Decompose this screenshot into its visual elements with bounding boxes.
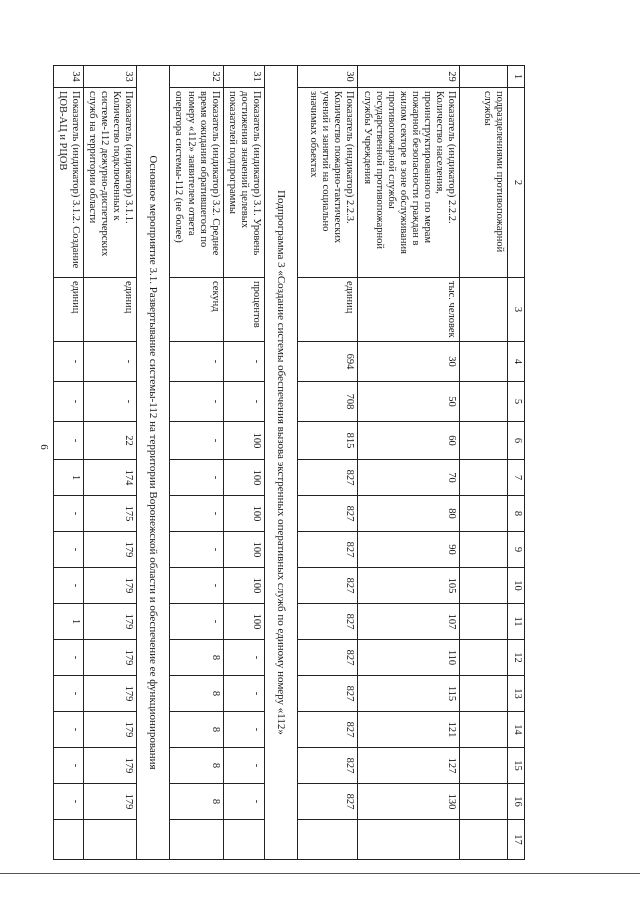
value-cell: - [223,748,264,784]
value-cell [460,496,508,532]
value-cell [460,422,508,460]
value-cell: 827 [298,676,358,712]
unit-cell: тыс. человек [358,278,460,342]
indicator-name: Показатель (индикатор) 3.1.2. Создание ЦОВ-АЦ и РЦОВ [53,88,83,278]
value-cell: 827 [298,748,358,784]
value-cell: - [53,712,83,748]
value-cell [170,820,223,860]
value-cell: 708 [298,382,358,422]
value-cell [223,820,264,860]
value-cell: 179 [83,712,136,748]
value-cell: 105 [358,568,460,604]
header-cell: 13 [508,676,525,712]
value-cell: 8 [170,712,223,748]
value-cell: - [170,604,223,640]
unit-cell: единиц [83,278,136,342]
value-cell [358,820,460,860]
value-cell: 179 [83,568,136,604]
value-cell: 30 [358,342,460,382]
value-cell: - [53,784,83,820]
indicator-name: Показатель (индикатор) 3.2. Среднее время ожидания обратившегося по номеру «112» заявителем ответа оператора системы-112 (не более) [170,88,223,278]
row-number: 33 [83,66,136,88]
value-cell: 827 [298,640,358,676]
value-cell [460,820,508,860]
value-cell: - [223,784,264,820]
value-cell: 50 [358,382,460,422]
value-cell: 1 [53,604,83,640]
value-cell [460,342,508,382]
section-title: Основное мероприятие 3.1. Развертывание системы-112 на территории Воронежской области и обеспечение ее функционирования [136,66,170,860]
header-cell: 4 [508,342,525,382]
value-cell: 827 [298,460,358,496]
value-cell: 90 [358,532,460,568]
value-cell [460,640,508,676]
unit-cell: секунд [170,278,223,342]
value-cell: - [53,422,83,460]
header-cell: 6 [508,422,525,460]
value-cell: 80 [358,496,460,532]
indicator-name: Показатель (индикатор) 2.2.2. Количество населения, проинструктированного по мерам пожарной безопасности граждан в жилом секторе в зоне обслуживания противопожарной службы государственной противопожарной службы Учреждения [358,88,460,278]
value-cell: - [223,640,264,676]
section-row [136,66,170,860]
value-cell: 174 [83,460,136,496]
value-cell [53,820,83,860]
value-cell: 179 [83,640,136,676]
value-cell: 827 [298,568,358,604]
value-cell: 100 [223,532,264,568]
value-cell: 8 [170,640,223,676]
row-number: 32 [170,66,223,88]
value-cell: - [170,422,223,460]
header-cell: 12 [508,640,525,676]
header-cell: 9 [508,532,525,568]
value-cell [83,820,136,860]
value-cell: 179 [83,784,136,820]
value-cell: 827 [298,532,358,568]
table-row [170,66,223,860]
value-cell: 827 [298,496,358,532]
value-cell: 175 [83,496,136,532]
value-cell: 60 [358,422,460,460]
value-cell: - [170,342,223,382]
value-cell: 127 [358,748,460,784]
value-cell: - [53,568,83,604]
indicator-name: Показатель (индикатор) 3.1.1. Количество подключенных к системе-112 дежурно-диспетчерских служб на территории области [83,88,136,278]
value-cell: - [170,382,223,422]
value-cell: 179 [83,748,136,784]
value-cell [460,784,508,820]
header-cell: 15 [508,748,525,784]
value-cell [298,820,358,860]
indicator-name: Показатель (индикатор) 3.1. Уровень достижения значений целевых показателей подпрограммы [223,88,264,278]
table-row [358,66,460,860]
value-cell: - [223,382,264,422]
value-cell: 100 [223,568,264,604]
value-cell: - [83,342,136,382]
value-cell: 8 [170,784,223,820]
table-row [298,66,358,860]
value-cell [460,604,508,640]
header-cell: 8 [508,496,525,532]
value-cell: 110 [358,640,460,676]
table-row [53,66,83,860]
row-number: 29 [358,66,460,88]
value-cell: 130 [358,784,460,820]
value-cell: - [53,496,83,532]
header-cell: 10 [508,568,525,604]
row-number: 30 [298,66,358,88]
value-cell: 179 [83,604,136,640]
unit-cell [460,278,508,342]
header-cell: 1 [508,66,525,88]
indicator-name: Показатель (индикатор) 2.2.3. Количество пожарно-тактических учений и занятий на социально значимых объектах [298,88,358,278]
header-cell: 17 [508,820,525,860]
value-cell: - [53,676,83,712]
header-cell: 16 [508,784,525,820]
value-cell: 827 [298,784,358,820]
row-number: 34 [53,66,83,88]
value-cell: 22 [83,422,136,460]
value-cell: 827 [298,712,358,748]
value-cell: - [53,342,83,382]
value-cell: - [223,676,264,712]
header-cell: 7 [508,460,525,496]
value-cell: 179 [83,532,136,568]
value-cell: - [170,460,223,496]
rotated-table-container [57,65,525,845]
indicator-name: подразделениями противопожарной службы [460,88,508,278]
value-cell [460,460,508,496]
header-cell: 5 [508,382,525,422]
value-cell: 107 [358,604,460,640]
unit-cell: единиц [53,278,83,342]
value-cell [460,532,508,568]
value-cell: 815 [298,422,358,460]
value-cell: 179 [83,676,136,712]
value-cell: 827 [298,604,358,640]
value-cell: - [53,748,83,784]
row-number [460,66,508,88]
header-cell: 11 [508,604,525,640]
section-row [264,66,298,860]
section-title: Подпрограмма 3 «Создание системы обеспечения вызова экстренных оперативных служб по единому номеру «112» [264,66,298,860]
indicators-table [53,65,525,860]
header-cell: 3 [508,278,525,342]
value-cell: 8 [170,748,223,784]
value-cell [460,748,508,784]
header-cell: 2 [508,88,525,278]
unit-cell: процентов [223,278,264,342]
table-row [460,66,508,860]
value-cell: 115 [358,676,460,712]
unit-cell: единиц [298,278,358,342]
page-bottom-rule [0,873,640,874]
table-row [83,66,136,860]
value-cell: - [170,532,223,568]
value-cell [460,568,508,604]
value-cell [460,676,508,712]
value-cell: 1 [53,460,83,496]
value-cell: - [223,342,264,382]
value-cell: - [53,640,83,676]
value-cell: 70 [358,460,460,496]
value-cell: - [53,532,83,568]
value-cell: - [53,382,83,422]
value-cell: 100 [223,460,264,496]
value-cell: 100 [223,422,264,460]
value-cell: 8 [170,676,223,712]
header-row [508,66,525,860]
value-cell: - [223,712,264,748]
value-cell: 100 [223,604,264,640]
value-cell: - [83,382,136,422]
value-cell: - [170,568,223,604]
value-cell: - [170,496,223,532]
value-cell: 694 [298,342,358,382]
page-number: 6 [38,444,50,450]
table-row [223,66,264,860]
value-cell: 121 [358,712,460,748]
value-cell [460,712,508,748]
header-cell: 14 [508,712,525,748]
value-cell: 100 [223,496,264,532]
row-number: 31 [223,66,264,88]
value-cell [460,382,508,422]
